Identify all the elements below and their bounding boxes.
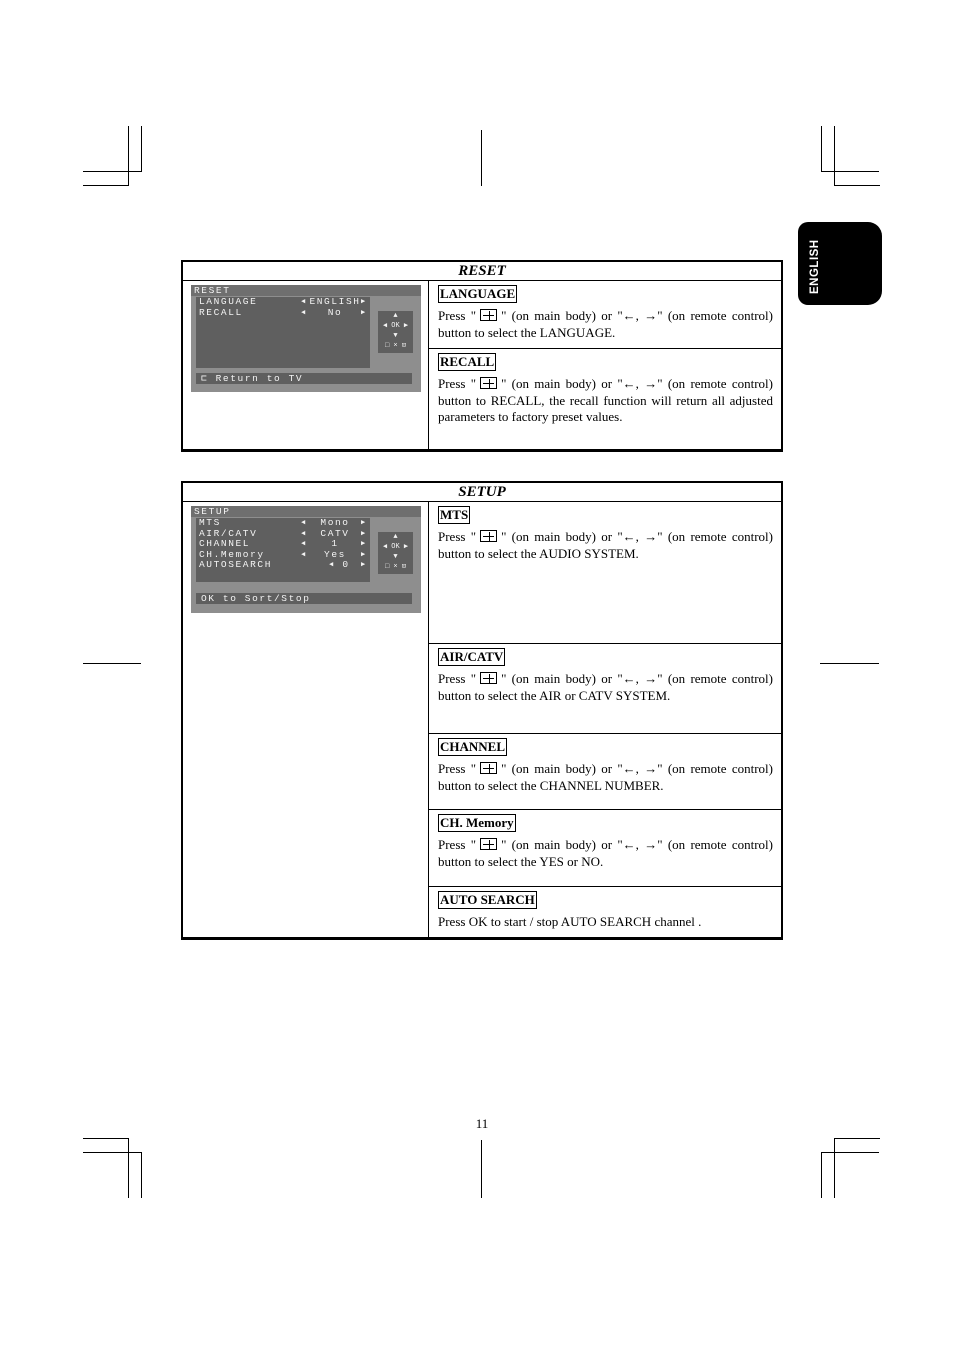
osd-footer-text: Return to TV bbox=[215, 373, 304, 384]
adjust-key-icon bbox=[480, 838, 497, 850]
setup-item-air-catv bbox=[429, 644, 781, 734]
reset-osd-column bbox=[183, 281, 429, 450]
left-arrow-icon: ◀ bbox=[301, 529, 307, 538]
setup-item-auto-search bbox=[429, 887, 781, 938]
osd-row-value: CATV bbox=[320, 527, 350, 539]
adjust-key-icon bbox=[480, 530, 497, 542]
osd-row-value: ENGLISH bbox=[309, 296, 361, 307]
item-text: Press " " (on main body) or "←, →" (on remote control) button to select the AIR or CATV SYSTEM. bbox=[438, 671, 773, 703]
setup-section bbox=[181, 481, 783, 940]
item-text: Press " " (on main body) or "←, →" (on remote control) button to RECALL, the recall function will return all adjusted parameters to factory preset values. bbox=[438, 376, 773, 424]
left-arrow-icon: ◀ bbox=[301, 308, 307, 317]
right-arrow-icon: ▶ bbox=[361, 298, 367, 306]
item-title: CHANNEL bbox=[440, 739, 506, 754]
reset-section-title: RESET bbox=[183, 262, 781, 281]
setup-osd-row-autosearch bbox=[196, 560, 370, 571]
right-arrow-icon: ▶ bbox=[361, 529, 367, 538]
up-arrow-icon: ▲ bbox=[393, 533, 398, 541]
ok-label: OK bbox=[391, 322, 400, 330]
return-icon: ⊏ bbox=[201, 373, 216, 384]
left-arrow-icon: ◀ bbox=[301, 519, 307, 527]
ok-label: OK bbox=[391, 543, 400, 551]
item-text: Press " " (on main body) or "←, →" (on remote control) button to select the CHANNEL NUMBER. bbox=[438, 761, 773, 793]
reset-osd-footer bbox=[196, 373, 412, 384]
reset-item-recall bbox=[429, 349, 781, 450]
item-text: Press " " (on main body) or "←, →" (on remote control) button to select the YES or NO. bbox=[438, 837, 773, 869]
osd-row-label: CHANNEL bbox=[199, 538, 251, 550]
adjust-key-icon bbox=[480, 672, 497, 684]
setup-osd-navpad bbox=[378, 532, 413, 574]
reset-osd-screen bbox=[191, 285, 421, 392]
adjust-key-icon bbox=[480, 377, 497, 389]
pad-icons: □ × ⊡ bbox=[384, 563, 407, 571]
language-tab bbox=[798, 222, 882, 305]
setup-item-ch-memory bbox=[429, 810, 781, 887]
item-text: Press " " (on main body) or "←, →" (on remote control) button to select the LANGUAGE. bbox=[438, 308, 773, 340]
right-arrow-icon: ▶ bbox=[361, 308, 367, 317]
left-arrow-icon: ◀ bbox=[301, 540, 307, 549]
osd-row-label: AIR/CATV bbox=[199, 527, 258, 539]
item-text: Press " " (on main body) or "←, →" (on remote control) button to select the AUDIO SYSTEM. bbox=[438, 529, 773, 561]
up-arrow-icon: ▲ bbox=[393, 312, 398, 320]
reset-osd-list bbox=[196, 297, 370, 368]
reset-osd-header: RESET bbox=[191, 285, 421, 296]
reset-section bbox=[181, 260, 783, 452]
setup-section-title: SETUP bbox=[183, 483, 781, 502]
item-text: Press OK to start / stop AUTO SEARCH channel . bbox=[438, 914, 702, 929]
right-arrow-icon: ▶ bbox=[361, 550, 367, 559]
adjust-key-icon bbox=[480, 309, 497, 321]
right-arrow-icon: ▶ bbox=[361, 561, 367, 570]
item-title: CH. Memory bbox=[440, 815, 514, 830]
reset-item-language bbox=[429, 281, 781, 349]
down-arrow-icon: ▼ bbox=[393, 332, 398, 340]
osd-row-label: MTS bbox=[199, 517, 221, 528]
left-arrow-icon: ◀ bbox=[301, 550, 307, 559]
language-tab-label: ENGLISH bbox=[809, 239, 821, 294]
item-title: RECALL bbox=[440, 354, 495, 369]
setup-osd-list bbox=[196, 518, 370, 582]
osd-row-value: 0 bbox=[342, 559, 350, 571]
setup-osd-column bbox=[183, 502, 429, 938]
osd-row-value: No bbox=[327, 306, 343, 318]
setup-item-mts bbox=[429, 502, 781, 644]
item-title: LANGUAGE bbox=[440, 286, 516, 301]
osd-row-label: CH.Memory bbox=[199, 548, 265, 560]
osd-row-value: Yes bbox=[324, 548, 346, 560]
setup-osd-header: SETUP bbox=[191, 506, 421, 517]
osd-row-value: 1 bbox=[331, 538, 339, 550]
adjust-key-icon bbox=[480, 762, 497, 774]
reset-osd-navpad bbox=[378, 311, 413, 353]
reset-osd-row-recall bbox=[196, 308, 370, 319]
left-arrow-icon: ◀ bbox=[301, 298, 307, 306]
item-title: AUTO SEARCH bbox=[440, 892, 535, 907]
item-title: AIR/CATV bbox=[440, 649, 504, 664]
ok-row: ◀ OK ▶ bbox=[382, 322, 409, 330]
setup-item-channel bbox=[429, 734, 781, 810]
pad-icons: □ × ⊡ bbox=[384, 342, 407, 350]
item-title: MTS bbox=[440, 507, 469, 522]
ok-row: ◀ OK ▶ bbox=[382, 543, 409, 551]
osd-row-value: Mono bbox=[320, 517, 350, 528]
osd-row-label: LANGUAGE bbox=[199, 296, 258, 307]
right-arrow-icon: ▶ bbox=[361, 519, 367, 527]
setup-osd-screen bbox=[191, 506, 421, 613]
osd-row-label: RECALL bbox=[199, 306, 243, 318]
right-arrow-icon: ▶ bbox=[361, 540, 367, 549]
setup-osd-footer: OK to Sort/Stop bbox=[196, 593, 412, 604]
page-number: 11 bbox=[475, 1116, 489, 1131]
down-arrow-icon: ▼ bbox=[393, 553, 398, 561]
left-arrow-icon: ◀ bbox=[329, 561, 335, 570]
osd-row-label: AUTOSEARCH bbox=[199, 559, 273, 571]
